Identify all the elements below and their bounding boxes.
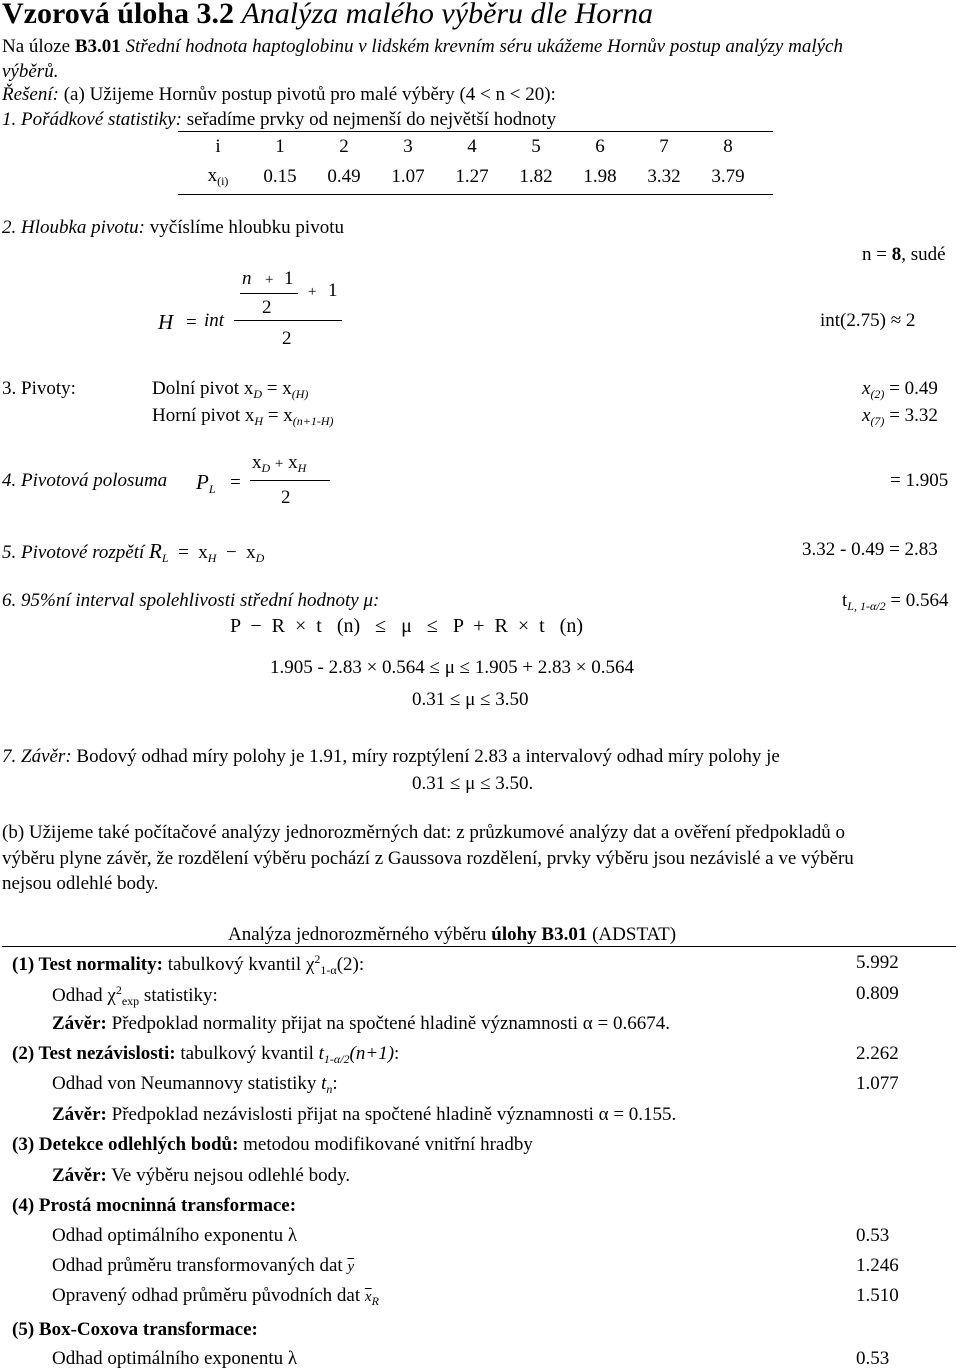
s2-conclusion: Závěr: Předpoklad nezávislosti přijat na spočtené hladině významnosti α = 0.155. bbox=[52, 1104, 677, 1125]
s1-estimate: Odhad $\chi^2_{exp}$ statistiky: bbox=[52, 983, 218, 1008]
s2-line: (2) Test nezávislosti: tabulkový kvantil $t_{1-\alpha/2}(n+1)$: bbox=[12, 1043, 400, 1066]
adstat-rule bbox=[2, 946, 956, 947]
row-label-i: i bbox=[215, 135, 221, 157]
intro-line-2: výběrů. bbox=[2, 61, 59, 82]
inner-fraction-bar bbox=[240, 293, 298, 294]
step4-label: 4. Pivotová polosuma bbox=[2, 470, 168, 491]
table-cell: 1.82 bbox=[519, 165, 553, 187]
table-cell: 1 bbox=[275, 135, 285, 157]
s1-conclusion: Závěr: Předpoklad normality přijat na spočtené hladině významnosti α = 0.6674. bbox=[52, 1013, 670, 1034]
s4-value-2: 1.246 bbox=[856, 1255, 899, 1276]
table-cell: 0.15 bbox=[263, 165, 297, 187]
pl-symbol: $P_L$ bbox=[196, 470, 216, 496]
outer-den: 2 bbox=[282, 328, 292, 349]
intro-ref: B3.01 bbox=[74, 36, 121, 57]
s1-value: 5.992 bbox=[856, 952, 899, 973]
adstat-title: Analýza jednorozměrného výběru úlohy B3.01 (ADSTAT) bbox=[228, 924, 677, 945]
inner-den: 2 bbox=[262, 297, 272, 318]
outer-fraction-bar bbox=[234, 320, 342, 321]
upper-pivot: Horní pivot $x_H = x_{(n+1-H)}$ bbox=[152, 405, 334, 428]
step7-line: 7. Závěr: Bodový odhad míry polohy je 1.91, míry rozptýlení 2.83 a intervalový odhad míry polohy je bbox=[2, 746, 780, 767]
s1-line: (1) Test normality: tabulkový kvantil $\chi^2_{1-\alpha}(2)$: bbox=[12, 952, 365, 977]
title-italic: Analýza malého výběru dle Horna bbox=[241, 0, 654, 30]
table-cell: 1.07 bbox=[391, 165, 425, 187]
s2-estimate-value: 1.077 bbox=[856, 1073, 899, 1094]
table-cell: 6 bbox=[595, 135, 605, 157]
table-cell: 0.49 bbox=[327, 165, 361, 187]
step6-label: 6. 95%ní interval spolehlivosti střední hodnoty μ: bbox=[2, 590, 380, 611]
table-cell: 1.98 bbox=[583, 165, 617, 187]
s5-head: (5) Box-Coxova transformace: bbox=[12, 1319, 258, 1340]
table-cell: 7 bbox=[659, 135, 669, 157]
s5-row-1: Odhad optimálního exponentu λ bbox=[52, 1348, 298, 1369]
s4-row-2: Odhad průměru transformovaných dat $\overline{y}$ bbox=[52, 1255, 355, 1276]
table-row-i bbox=[188, 132, 760, 162]
s4-value-3: 1.510 bbox=[856, 1285, 899, 1306]
h-symbol: H bbox=[158, 310, 174, 334]
solution-line: Řešení: (a) Užijeme Hornův postup pivotů pro malé výběry (4 < n < 20): bbox=[2, 84, 556, 105]
step7-line-2: 0.31 ≤ μ ≤ 3.50. bbox=[412, 773, 534, 794]
table-cell: 8 bbox=[723, 135, 733, 157]
int-word: int bbox=[204, 310, 225, 331]
step5-line: 5. Pivotové rozpětí $R_L = x_H - x_D$ bbox=[2, 539, 265, 565]
table-cell: 3.32 bbox=[647, 165, 681, 187]
table-cell: 1.27 bbox=[455, 165, 489, 187]
lower-pivot-value: $x_{(2)} = 0.49$ bbox=[862, 378, 938, 401]
s4-row-3: Opravený odhad průměru původních dat $\overline{x}_R$ bbox=[52, 1285, 379, 1308]
pl-numerator: $x_D + x_H$ bbox=[252, 452, 307, 475]
pl-eq: = bbox=[230, 472, 241, 493]
s4-head: (4) Prostá mocninná transformace: bbox=[12, 1195, 297, 1216]
order-table bbox=[188, 132, 760, 192]
s5-value-1: 0.53 bbox=[856, 1348, 890, 1369]
s1-estimate-value: 0.809 bbox=[856, 983, 899, 1004]
intro-line: Na úloze B3.01 Střední hodnota haptoglobinu v lidském krevním séru ukážeme Hornův postup analýzy malých bbox=[2, 36, 843, 57]
plus-sign: + bbox=[265, 272, 274, 288]
title-bold: Vzorová úloha 3.2 bbox=[2, 0, 234, 30]
table-cell: 2 bbox=[339, 135, 349, 157]
table-rule-bottom bbox=[178, 194, 773, 195]
pl-denominator: 2 bbox=[281, 487, 291, 508]
plus-sign: + bbox=[308, 284, 317, 300]
pl-fraction-bar bbox=[250, 480, 330, 481]
step5-result: 3.32 - 0.49 = 2.83 bbox=[802, 539, 938, 560]
page-title bbox=[2, 0, 653, 32]
row-label-x: $x_{(i)}$ bbox=[207, 165, 229, 189]
s4-row-1: Odhad optimálního exponentu λ bbox=[52, 1225, 298, 1246]
step3-label: 3. Pivoty: bbox=[2, 378, 76, 399]
s2-value: 2.262 bbox=[856, 1043, 899, 1064]
step1-line: 1. Pořádkové statistiky: seřadíme prvky od nejmenší do největší hodnoty bbox=[2, 109, 557, 130]
s3-conclusion: Závěr: Ve výběru nejsou odlehlé body. bbox=[52, 1165, 351, 1186]
h-eq: = bbox=[186, 312, 197, 333]
table-row-x bbox=[188, 162, 760, 192]
table-cell: 3.79 bbox=[711, 165, 745, 187]
partb-line-1: (b) Užijeme také počítačové analýzy jednorozměrných dat: z průzkumové analýzy dat a ověření předpokladů o bbox=[2, 822, 846, 843]
s4-value-1: 0.53 bbox=[856, 1225, 890, 1246]
partb-line-2: výběru plyne závěr, že rozdělení výběru pochází z Gaussova rozdělení, prvky výběru jsou nezávislé a ve výběru bbox=[2, 848, 854, 869]
table-cell: 5 bbox=[531, 135, 541, 157]
partb-line-3: nejsou odlehlé body. bbox=[2, 873, 159, 894]
t-note: $t_{L, 1-\alpha/2} = 0.564$ bbox=[842, 590, 949, 613]
s3-line: (3) Detekce odlehlých bodů: metodou modifikované vnitřní hradby bbox=[12, 1134, 533, 1155]
interval-line-2: 0.31 ≤ μ ≤ 3.50 bbox=[412, 689, 529, 710]
lower-pivot: Dolní pivot $x_D = x_{(H)}$ bbox=[152, 378, 309, 401]
one-num: 1 bbox=[284, 268, 294, 289]
interval-formula: P − R × t (n) ≤ μ ≤ P + R × t (n) bbox=[230, 615, 583, 637]
table-cell: 4 bbox=[467, 135, 477, 157]
n-var: n bbox=[242, 268, 252, 289]
s2-estimate: Odhad von Neumannovy statistiky $t_n$: bbox=[52, 1073, 338, 1096]
n-note: n = 8, sudé bbox=[862, 244, 946, 265]
upper-pivot-value: $x_{(7)} = 3.32$ bbox=[862, 405, 938, 428]
interval-line-1: 1.905 - 2.83 × 0.564 ≤ μ ≤ 1.905 + 2.83 × 0.564 bbox=[270, 657, 635, 678]
table-cell: 3 bbox=[403, 135, 413, 157]
one-num: 1 bbox=[328, 280, 338, 301]
int-note: int(2.75) ≈ 2 bbox=[820, 310, 916, 331]
step2-line: 2. Hloubka pivotu: vyčíslíme hloubku pivotu bbox=[2, 217, 344, 238]
pl-result: = 1.905 bbox=[890, 470, 949, 491]
